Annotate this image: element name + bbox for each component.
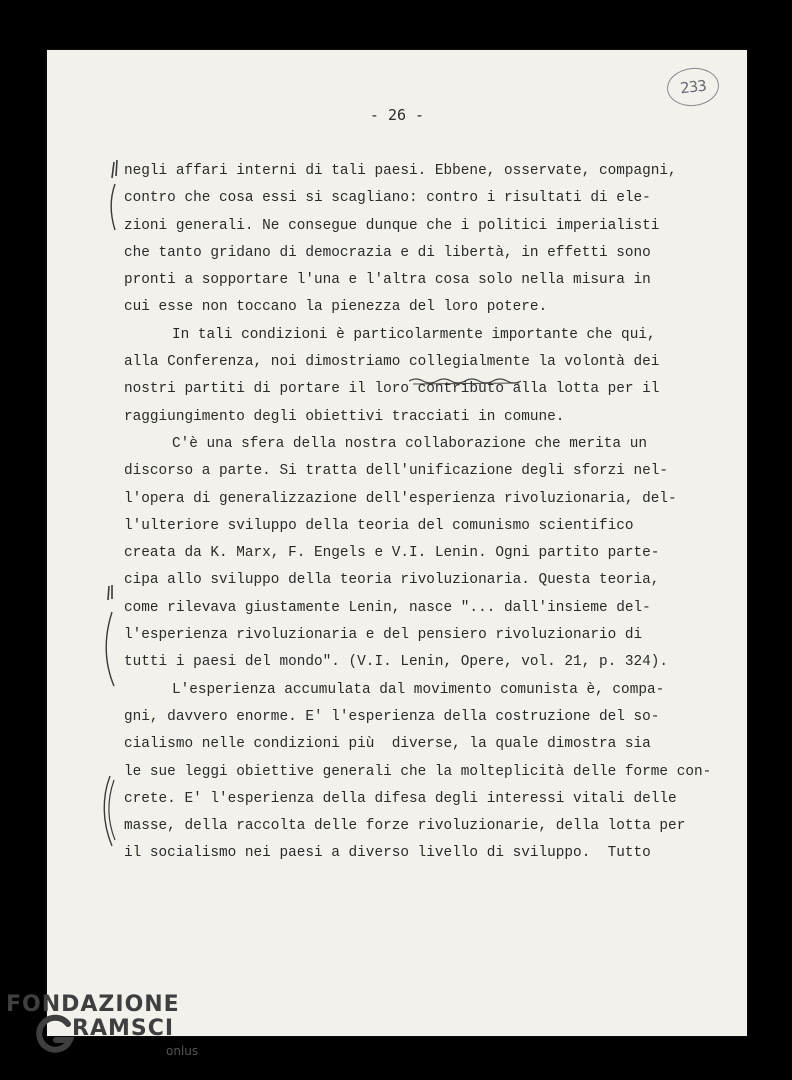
text-line: zioni generali. Ne consegue dunque che i politici imperialisti — [124, 217, 660, 234]
page-number: - 26 - — [369, 106, 425, 124]
body-text — [124, 158, 744, 868]
text-line: negli affari interni di tali paesi. Ebbene, osservate, compagni, — [124, 163, 677, 179]
text-line: come rilevava giustamente Lenin, nasce "... dall'insieme del- — [124, 599, 651, 616]
text-line: il socialismo nei paesi a diverso livello di sviluppo. Tutto — [124, 845, 651, 862]
gramsci-g-logo-icon — [32, 1012, 76, 1056]
text-line: l'ulteriore sviluppo della teoria del comunismo scientifico — [124, 517, 634, 534]
text-line: che tanto gridano di democrazia e di libertà, in effetti sono — [124, 244, 651, 261]
margin-bracket-mark-2 — [102, 582, 120, 692]
text-line: discorso a parte. Si tratta dell'unificazione degli sforzi nel- — [124, 463, 669, 480]
text-line: nostri partiti di portare il loro contributo alla lotta per il — [124, 381, 660, 398]
text-line: l'opera di generalizzazione dell'esperienza rivoluzionaria, del- — [124, 490, 677, 507]
text-line: L'esperienza accumulata dal movimento comunista è, compa- — [172, 681, 665, 698]
text-line: tutti i paesi del mondo". (V.I. Lenin, Opere, vol. 21, p. 324). — [124, 654, 669, 671]
text-line: alla Conferenza, noi dimostriamo collegialmente la volontà dei — [124, 354, 660, 371]
text-line: cialismo nelle condizioni più diverse, la quale dimostra sia — [124, 736, 651, 753]
text-line: le sue leggi obiettive generali che la molteplicità delle forme con- — [124, 763, 712, 780]
text-line: raggiungimento degli obiettivi tracciati in comune. — [124, 408, 565, 425]
text-line: masse, della raccolta delle forze rivoluzionarie, della lotta per — [124, 818, 686, 835]
text-line: C'è una sfera della nostra collaborazione che merita un — [172, 435, 647, 452]
watermark-line1: FONDAZIONE — [6, 992, 180, 1017]
text-line: contro che cosa essi si scagliano: contro i risultati di ele- — [124, 190, 651, 207]
text-line: creata da K. Marx, F. Engels e V.I. Lenin. Ogni partito parte- — [124, 545, 660, 562]
margin-bracket-mark-3 — [100, 772, 118, 852]
text-line: cui esse non toccano la pienezza del loro potere. — [124, 299, 548, 316]
text-line: crete. E' l'esperienza della difesa degli interessi vitali delle — [124, 790, 677, 807]
archive-number-stamp: 233 — [665, 65, 721, 108]
watermark-suffix: onlus — [166, 1044, 199, 1058]
text-line: gni, davvero enorme. E' l'esperienza della costruzione del so- — [124, 708, 660, 725]
margin-bracket-mark-1 — [107, 158, 121, 238]
text-line: pronti a sopportare l'una e l'altra cosa solo nella misura in — [124, 272, 651, 289]
fondazione-gramsci-watermark — [6, 992, 206, 1072]
text-line: l'esperienza rivoluzionaria e del pensiero rivoluzionario di — [124, 627, 643, 644]
typewritten-page — [47, 50, 747, 1036]
text-line: In tali condizioni è particolarmente importante che qui, — [172, 326, 656, 343]
text-line: cipa allo sviluppo della teoria rivoluzionaria. Questa teoria, — [124, 572, 660, 589]
watermark-line2: RAMSCI — [72, 1016, 175, 1041]
